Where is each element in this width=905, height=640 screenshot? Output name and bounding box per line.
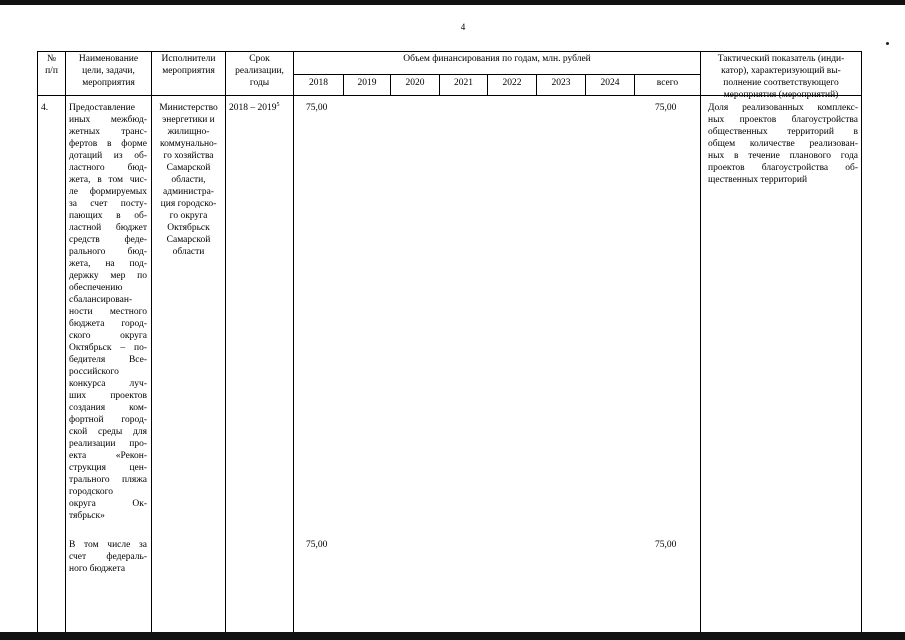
- text-line: конкурса луч-: [69, 379, 147, 389]
- row-executors: [152, 102, 225, 258]
- text-line: жетных транс-: [69, 127, 147, 137]
- text-line: Самарской: [166, 235, 211, 245]
- scan-top-edge: [0, 0, 905, 5]
- text-line: создания ком-: [69, 403, 147, 413]
- text-line: ле формируемых: [69, 187, 147, 197]
- scan-bottom-edge: [0, 632, 905, 640]
- header-year-2021: 2021: [454, 78, 473, 88]
- text-line: тябрьск»: [69, 511, 105, 521]
- text-line: реализации про-: [69, 439, 147, 449]
- text-line: жета, на под-: [69, 259, 147, 269]
- text-line: российского: [69, 367, 119, 377]
- text-line: Самарской: [166, 163, 211, 173]
- text-line: го хозяйства: [163, 151, 214, 161]
- text-line: го округа: [169, 211, 208, 221]
- row-number: 4.: [41, 103, 49, 113]
- text-line: энергетики и: [162, 115, 215, 125]
- text-line: дотаций из об-: [69, 151, 147, 161]
- row-value-total: 75,00: [655, 103, 677, 113]
- text-line: обеспечению: [69, 283, 123, 293]
- header-term: Срок реализации, годы: [235, 54, 284, 88]
- text-line: екта «Рекон-: [69, 451, 147, 461]
- text-line: Министерство: [159, 103, 218, 113]
- subrow-name: [69, 539, 147, 575]
- row-name: [69, 102, 147, 522]
- row-value-2018: 75,00: [306, 103, 328, 113]
- header-year-2022: 2022: [502, 78, 522, 88]
- row-term: 2018 – 2019$^5$: [229, 101, 280, 113]
- header-indicator: Тактический показатель (инди- катор), характеризующий вы- полнение соответствующего мероприятия (мероприятий): [717, 54, 845, 100]
- text-line: Предоставление: [69, 103, 135, 113]
- header-year-2023: 2023: [551, 78, 571, 88]
- row-indicator: [708, 102, 858, 186]
- header-name: Наименование цели, задачи, мероприятия: [78, 54, 139, 88]
- text-line: струкция цен-: [69, 463, 147, 473]
- text-line: ского округа: [69, 331, 147, 341]
- subrow-value-2018: 75,00: [306, 540, 328, 550]
- text-line: за счет посту-: [69, 199, 147, 209]
- text-line: держку мер по: [69, 271, 147, 281]
- text-line: городского: [69, 487, 113, 497]
- text-line: фертов в форме: [69, 139, 147, 149]
- text-line: трального пляжа: [69, 475, 147, 485]
- term-footnote-mark: 5: [276, 101, 280, 108]
- text-line: Доля реализованных комплекс-: [708, 103, 858, 113]
- text-line: администра-: [163, 187, 214, 197]
- text-line: ности местного: [69, 307, 147, 317]
- text-line: бюджета город-: [69, 319, 147, 329]
- text-line: жета, в том чис-: [69, 175, 147, 185]
- text-line: ластной бюджет: [69, 223, 147, 233]
- text-line: бедителя Все-: [69, 355, 147, 365]
- text-line: ных в течение планового года: [708, 151, 858, 161]
- subrow-value-total: 75,00: [655, 540, 677, 550]
- header-year-2019: 2019: [357, 78, 377, 88]
- text-line: области,: [171, 175, 206, 185]
- text-line: средств феде-: [69, 235, 147, 245]
- text-line: ской среды для: [69, 427, 147, 437]
- scan-speck: [886, 42, 889, 45]
- text-line: фортной город-: [69, 415, 147, 425]
- text-line: Октябрьск: [167, 223, 210, 233]
- text-line: проектов благоустройства об-: [708, 163, 858, 173]
- text-line: ция городско-: [160, 199, 217, 209]
- text-line: области: [172, 247, 205, 257]
- text-line: счет федераль-: [69, 552, 147, 562]
- text-line: общественных территорий в: [708, 127, 858, 137]
- text-line: коммунально-: [160, 139, 217, 149]
- text-line: щественных территорий: [708, 175, 808, 185]
- text-line: округа Ок-: [69, 499, 147, 509]
- header-funding: Объем финансирования по годам, млн. рублей: [403, 54, 591, 64]
- text-line: ших проектов: [69, 391, 147, 401]
- text-line: общем количестве реализован-: [708, 139, 858, 149]
- header-year-total: всего: [656, 78, 679, 88]
- text-line: ластного бюд-: [69, 163, 147, 173]
- header-year-2024: 2024: [600, 78, 620, 88]
- text-line: сбалансирован-: [69, 295, 133, 305]
- text-line: пающих в об-: [69, 211, 147, 221]
- text-line: Октябрьск – по-: [69, 343, 147, 353]
- text-line: В том числе за: [69, 540, 147, 550]
- text-line: рального бюд-: [69, 247, 147, 257]
- page-number: 4: [460, 22, 466, 32]
- text-line: ного бюджета: [69, 564, 126, 574]
- text-line: иных межбюд-: [69, 115, 147, 125]
- text-line: жилищно-: [167, 127, 210, 137]
- header-number: № п/п: [45, 54, 58, 76]
- header-executors: Исполнители мероприятия: [161, 54, 216, 76]
- header-year-2020: 2020: [405, 78, 425, 88]
- text-line: ных проектов благоустройства: [708, 115, 858, 125]
- header-year-2018: 2018: [309, 78, 328, 88]
